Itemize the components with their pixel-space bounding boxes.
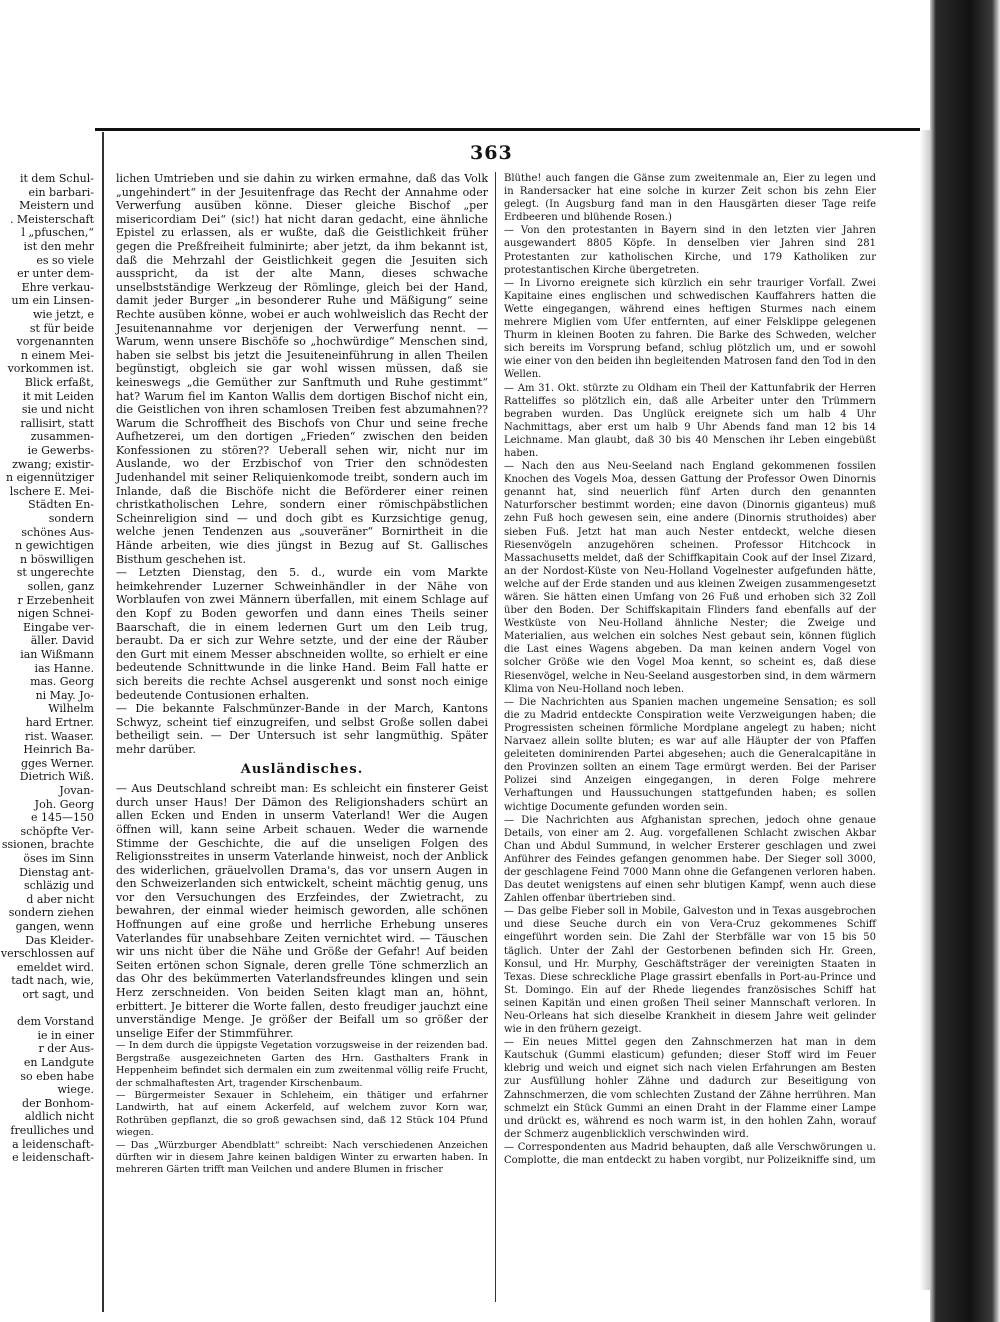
fragment-line: verschlossen auf — [0, 947, 94, 961]
fragment-line: Meistern und — [19, 199, 94, 213]
paragraph: — Die Nachrichten aus Spanien machen ungemeine Sensation; es soll die zu Madrid entdeckte Conspiration weite Verzweigungen haben; die Progressisten scheinen förmliche Mordplane angelegt zu haben; nicht Narvaez allein sollte bluten; es war auf alle Häupter der von Pfaffen geleiteten dominirenden Partei abgesehen; auch die Generalcapitäne in den Provinzen sollten an einem Tage ermürgt werden. Bei der Pariser Polizei sind Anzeigen eingegangen, in deren Folge mehrere Verhaftungen und Haussuchungen stattgefunden haben; es sollen wichtige Documente gefunden worden sein. — [504, 696, 876, 813]
fragment-line: ian Wißmann — [20, 648, 94, 661]
scan-binding-shadow — [930, 0, 1000, 1322]
fragment-line: it mit Leiden — [22, 389, 94, 403]
gutter-rule — [102, 132, 104, 1312]
fragment-line: nigen Schnei- — [17, 607, 94, 621]
paragraph: — Von den protestanten in Bayern sind in den letzten vier Jahren ausgewandert 8805 Köpfe. In denselben vier Jahren sind 281 Protestanten zur katholischen Kirche, und 179 Katholiken zur protestantischen Kirche übergetreten. — [504, 225, 876, 276]
fragment-line: mas. Georg — [30, 675, 94, 689]
fragment-line: . Meisterschaft — [9, 212, 94, 226]
fragment-line: ort sagt, und — [22, 988, 94, 1001]
fragment-line: um ein Linsen- — [11, 294, 94, 308]
fragment-line: Jovan- — [59, 784, 94, 797]
fragment-line: vorgenannten — [16, 335, 94, 349]
fragment-line: äller. David — [30, 634, 94, 648]
fragment-line: freulliches und — [10, 1124, 94, 1137]
fragment-line: st ungerechte — [16, 566, 94, 580]
paragraph: — Letzten Dienstag, den 5. d., wurde ein vom Markte heimkehrender Luzerner Schweinhändler in der Nähe von Worblaufen von zwei Männern überfallen, mit einem Schlage auf den Kopf zu Boden geworfen und dann eines Theils seiner Baarschaft, die in einem ledernen Gurt um den Leib trug, beraubt. Da er sich zur Wehre setzte, und der eine der Räuber den Gurt mit einem Messer abschneiden wollte, so erhielt er eine bedeutende Schnittwunde in die linke Hand. Beim Fall hatte er sich bereits die rechte Achsel ausgerenkt und sonst noch einige bedeutende Contusionen erhalten. — [116, 566, 488, 702]
fragment-line: der Bonhom- — [22, 1096, 94, 1110]
fragment-line: wiege. — [57, 1083, 94, 1097]
paragraph: — Correspondenten aus Madrid behaupten, daß alle Verschwörungen u. Complotte, die man entdeckt zu haben vorgibt, nur Polizeikniffe sind, um — [504, 1141, 876, 1167]
paragraph: — Ein neues Mittel gegen den Zahnschmerzen hat man in dem Kautschuk (Gummi elasticum) gefunden; dieser Stoff wird im Feuer klebrig und weich und eignet sich nach vielen Erfahrungen am Besten zur Ausfüllung hohler Zähne und dadurch zur Beseitigung von Zahnschmerzen, die vom schlechten Zustand der Zähne herrühren. Man schmelzt ein Stück Gummi an einen Draht in der Flamme einer Lampe und drückt es, während es noch warm ist, in den hohlen Zahn, worauf der Schmerz augenblicklich verschwinden wird. — [504, 1037, 876, 1140]
paragraph: — Aus Deutschland schreibt man: Es schleicht ein finsterer Geist durch unser Haus! Der Dämon des Religionshaders schürt an allen Ecken und Enden in unserm Vaterland! Wer die Augen öffnen will, kann seine Arbeit schauen. Weder die warnende Stimme der Geschichte, die auf die unseligen Folgen des Religionsstreites in unserm Vaterlande hinweist, noch der Anblick des widerlichen, gräuelvollen Drama's, das vor unsern Augen in den Schweizerlanden sich entwickelt, scheint mächtig genug, uns vor den Versuchungen des Erzfeindes, der Zwietracht, zu bewahren, der einmal wieder heimisch geworden, alle schönen Hoffnungen auf eine große und herrliche Erhebung unseres Vaterlandes für unabsehbare Zeiten vernichtet wird. — Täuschen wir uns nicht über die Nähe und Größe der Gefahr! Auf beiden Seiten ertönen schon Signale, deren grelle Töne schmerzlich an das Ohr des bekümmerten Vaterlandsfreundes klingen und sein Herz zerschneiden. Von beiden Seiten klagt man an, höhnt, erbittert. Je bitterer die Worte fallen, desto freudiger jauchzt eine unverständige Menge. Je größer der Beifall um so größer der unselige Eifer der Stimmführer. — [116, 782, 488, 1040]
fragment-line: a leidenschaft- — [12, 1137, 94, 1151]
fragment-line: sondern ziehen — [8, 906, 94, 920]
header-rule — [95, 128, 920, 131]
fragment-line: n böswilligen — [19, 552, 94, 566]
fragment-line: Wilhelm — [48, 702, 94, 716]
fragment-line: Heinrich Ba- — [23, 743, 94, 757]
paragraph: — Die Nachrichten aus Afghanistan sprechen, jedoch ohne genaue Details, von einer am 2. Aug. vorgefallenen Schlacht zwischen Akbar Chan und Abdul Summund, in welcher Ersterer geschlagen und zwei Anführer des Feindes gefangen genommen habe. Der Sieger soll 3000, der geschlagene Feind 7000 Mann ohne die Gefangenen verloren haben. Das deutet wenigstens auf einen sehr blutigen Kampf, wenn auch diese Zahlen offenbar übertrieben sind. — [504, 814, 876, 905]
fragment-line: ein barbari- — [28, 185, 94, 199]
fragment-line: rallisirt, statt — [20, 416, 94, 430]
paragraph: — Am 31. Okt. stürzte zu Oldham ein Theil der Kattunfabrik der Herren Ratteliffes so plötzlich ein, daß alle Arbeiter unter den Trümmern begraben wurden. Das Unglück ereignete sich um halb 4 Uhr Nachmittags, aber erst um halb 9 Uhr Abends fand man 12 bis 14 Leichname. Man glaubt, daß 30 bis 40 Menschen ihr Leben eingebüßt haben. — [504, 382, 876, 459]
scan-inner-shadow — [920, 130, 930, 1290]
fragment-line: schönes Aus- — [21, 525, 94, 539]
fragment-line: ssionen, brachte — [1, 838, 94, 852]
page-number: 363 — [470, 142, 513, 164]
fragment-line: n gewichtigen — [15, 539, 94, 553]
fragment-line: rist. Waaser. — [24, 729, 94, 743]
paragraph: — Die bekannte Falschmünzer-Bande in der March, Kantons Schwyz, scheint tief einzugreifen, und selbst Große sollen dabei betheiligt sein. — Der Untersuch ist sehr langmüthig. Später mehr darüber. — [116, 702, 488, 756]
fragment-line: sie und nicht — [21, 403, 94, 417]
fragment-line: er unter dem- — [17, 267, 94, 281]
paragraph: — Nach den aus Neu-Seeland nach England gekommenen fossilen Knochen des Vogels Moa, dessen Gattung der Professor Owen Dinornis genannt hat, sind neuerlich fünf Arten durch den genannten Naturforscher bestimmt worden; eine davon (Dinornis giganteus) muß zehn Fuß hoch gewesen sein, eine andere (Dinornis struthoides) aber sieben Fuß. Jetzt hat man auch Nester entdeckt, welche diesen Riesenvögeln anzugehören scheinen. Professor Hitchcock in Massachusetts meldet, daß der Schiffkapitain Cook auf der Insel Zizard, an der Nordost-Küste von Neu-Holland Vogelnester aufgefunden hätte, welche auf der Erde standen und aus kleinen Zweigen zusammengesetzt wären. Sie hätten einen Umfang von 26 Fuß und erhoben sich 32 Zoll über den Boden. Der Schiffskapitain Flinders fand ebenfalls auf der Westküste von Neu-Holland ähnliche Nester; die Zweige und Materialien, aus welchen ein solches Nest gebaut sein, können füglich die Last eines Wagens abgeben. Da man keinen andern Vogel von solcher Größe wie den Vogel Moa kennt, so scheint es, daß diese Riesenvögel, welche in Neu-Seeland ausgestorben sind, in dem wärmern Klima von Neu-Holland noch leben. — [504, 461, 876, 695]
fragment-line: emeldet wird. — [16, 960, 94, 974]
fragment-line: it dem Schul- — [19, 172, 94, 185]
scan-edge-top — [0, 0, 1000, 18]
paragraph: lichen Umtrieben und sie dahin zu wirken ermahne, daß das Volk „ungehindert“ in der Jesuitenfrage das Recht der Annahme oder Verwerfung ausüben könne. Dieser gleiche Bischof „per misericordiam Dei“ (sic!) hat nicht daran gedacht, eine ähnliche Epistel zu erlassen, als er wußte, daß die Geistlichkeit früher gegen die Preßfreiheit fulminirte; aber jetzt, da ihm bekannt ist, daß die Mehrzahl der Geistlichkeit gegen die Jesuiten sich ausspricht, da ist der alte Mann, dieses schwache unselbstständige Werkzeug der Römlinge, gleich bei der Hand, damit jeder Burger „in besonderer Ruhe und Mäßigung“ seine Rechte ausüben könne, wobei er auch wohlweislich das Recht der Jesuitenannahme vor derjenigen der Verwerfung nennt. — Warum, wenn unsere Bischöfe so „hochwürdige“ Menschen sind, haben sie selbst bis jetzt die Jesuiteneinführung in allen Theilen begünstigt, obgleich sie gar wohl wissen müssen, daß sie keineswegs „die Gemüther zur Sanftmuth und Ruhe gestimmt“ hat? Warum fiel im Kanton Wallis dem dortigen Bischof nicht ein, die Geistlichen von ihren schamlosen Treiben fest abzumahnen?? Warum die Schroffheit des Bischofs von Chur und seine freche Aufhetzerei, um den dortigen „Frieden“ zwischen den beiden Konfessionen zu stören?? Ueberall sehen wir, nicht nur im Auslande, wo der Erzbischof von Trier den schnödesten Judenhandel mit seiner Reliquienkomode treibt, sondern auch im Inlande, daß die Bischöfe nicht die Beförderer einer reinen christkatholischen Lehre, sondern einer römischpäbstlichen Scheinreligion sind — und doch gibt es Kurzsichtige genug, welche jenen Tendenzen aus „souveräner“ Bornirtheit in die Hände arbeiten, wie dies jüngst in Bezug auf St. Gallisches Bisthum geschehen ist. — [116, 172, 488, 566]
fragment-line: tadt nach, wie, — [11, 974, 94, 988]
fragment-line: Das Kleider- — [25, 933, 94, 947]
fragment-line: gangen, wenn — [15, 920, 94, 933]
paragraph: — Das gelbe Fieber soll in Mobile, Galveston und in Texas ausgebrochen und diese Seuche durch ein von Vera-Cruz gekommenes Schiff eingeführt worden sein. Die Zahl der Sterbfälle war von 15 bis 50 täglich. Unter der Zahl der Gestorbenen befinden sich Hr. Green, Konsul, und Hr. Murphy, Geschäftsträger der vereinigten Staaten in Texas. Diese schreckliche Plage grassirt ebenfalls in Port-au-Prince und St. Domingo. Ein auf der Rhede liegendes französisches Schiff hat seinen Kapitän und einen großen Theil seiner Mannschaft verloren. In Neu-Orleans hat sich dieselbe Krankheit in diesem Jahre weit gelinder wie in den frühern gezeigt. — [504, 906, 876, 1036]
fragment-line: so eben habe — [20, 1069, 94, 1083]
fragment-line: zwang; existir- — [12, 457, 94, 471]
fragment-line: ias Hanne. — [34, 661, 94, 675]
fragment-line: ni May. Jo- — [35, 688, 94, 702]
fragment-line: vorkommen ist. — [7, 362, 94, 376]
fragment-line: en Landgute — [23, 1056, 94, 1069]
fragment-line: wie jetzt, e — [33, 308, 94, 321]
fragment-line: Dietrich Wiß. — [19, 770, 94, 784]
fragment-line: ie Gewerbs- — [27, 444, 94, 457]
paragraph: — In Livorno ereignete sich kürzlich ein sehr trauriger Vorfall. Zwei Kapitaine eines englischen und schwedischen Kauffahrers hatten die Wette eingegangen, während eines heftigen Sturmes nach einem mehrere Miglien vom Ufer entfernten, auf einer Felsklippe gelegenen Thurm in kleinen Booten zu fahren. Die Barke des Schweden, welcher sich bereits im Vorsprung befand, schlug plötzlich um, und er sowohl wie einer von den beiden ihn begleitenden Matrosen fand den Tod in den Wellen. — [504, 277, 876, 381]
section-heading: Ausländisches. — [240, 761, 364, 777]
paragraph-small: — Das „Würzburger Abendblatt“ schreibt: Nach verschiedenen Anzeichen dürften wir in diesem Jahre keinen baldigen Winter zu erwarten haben. In mehreren Gärten trifft man Veilchen und andere Blumen in frischer — [116, 1139, 488, 1176]
fragment-line: Dienstag ant- — [19, 865, 94, 879]
fragment-line: schläzig und — [23, 879, 94, 893]
fragment-line: st für beide — [29, 321, 94, 335]
fragment-line: gges Werner. — [20, 756, 94, 770]
paragraph-small: — Bürgermeister Sexauer in Schleheim, ein thätiger und erfahrner Landwirth, hat auf einem Ackerfeld, auf welchem zuvor Korn war, Rothrüben gepflanzt, die so groß gewachsen sind, daß 12 Stück 104 Pfund wiegen. — [116, 1090, 488, 1139]
text-column-left — [116, 172, 488, 1177]
fragment-line: Joh. Georg — [34, 797, 94, 811]
fragment-line: dem Vorstand — [16, 1015, 94, 1029]
fragment-line: hard Ertner. — [25, 716, 94, 729]
fragment-line: sollen, ganz — [27, 580, 94, 593]
fragment-line: Eingabe ver- — [23, 620, 94, 634]
fragment-line: ie in einer — [37, 1028, 94, 1042]
fragment-line: schöpfte Ver- — [20, 824, 94, 838]
fragment-line: zusammen- — [30, 430, 94, 444]
fragment-line: Ehre verkau- — [21, 280, 94, 294]
paragraph-small: — In dem durch die üppigste Vegetation vorzugsweise in der reizenden bad. Bergstraße ausgezeichneten Garten des Hrn. Gasthalters Frank in Heppenheim befindet sich dermalen ein zum zweitenmal völlig reife Frucht, der schmalhaftesten Art, tragender Kirschenbaum. — [116, 1040, 488, 1089]
column-rule — [495, 172, 496, 1302]
fragment-line: öses im Sinn — [23, 852, 94, 865]
fragment-line: l „pfuschen,“ — [21, 226, 94, 240]
fragment-line: e leidenschaft- — [12, 1151, 94, 1165]
paragraph: Blüthe! auch fangen die Gänse zum zweitenmale an, Eier zu legen und in Randersacker hat eine solche in kurzer Zeit schon bis zehn Eier gelegt. (In Augsburg fand man in den Hausgärten dieser Tage reife Erdbeeren und blühende Rosen.) — [504, 173, 876, 224]
fragment-line: e 145—150 — [31, 811, 94, 825]
fragment-line: Städten En- — [28, 498, 94, 512]
fragment-line: es so viele — [36, 253, 94, 267]
fragment-line: d aber nicht — [26, 892, 94, 906]
fragment-line: aldlich nicht — [24, 1110, 94, 1124]
fragment-line: n eigennütziger — [6, 471, 94, 485]
text-column-right — [504, 172, 876, 1167]
previous-page-fragment — [0, 0, 100, 1322]
fragment-line: r Erzebenheit — [17, 593, 94, 607]
fragment-line: r der Aus- — [38, 1042, 94, 1056]
fragment-line: sondern — [48, 512, 94, 525]
fragment-line: lschere E. Mei- — [9, 484, 94, 498]
fragment-line: ist den mehr — [23, 240, 94, 253]
fragment-line: n einem Mei- — [20, 348, 94, 362]
fragment-line: Blick erfaßt, — [24, 376, 94, 389]
